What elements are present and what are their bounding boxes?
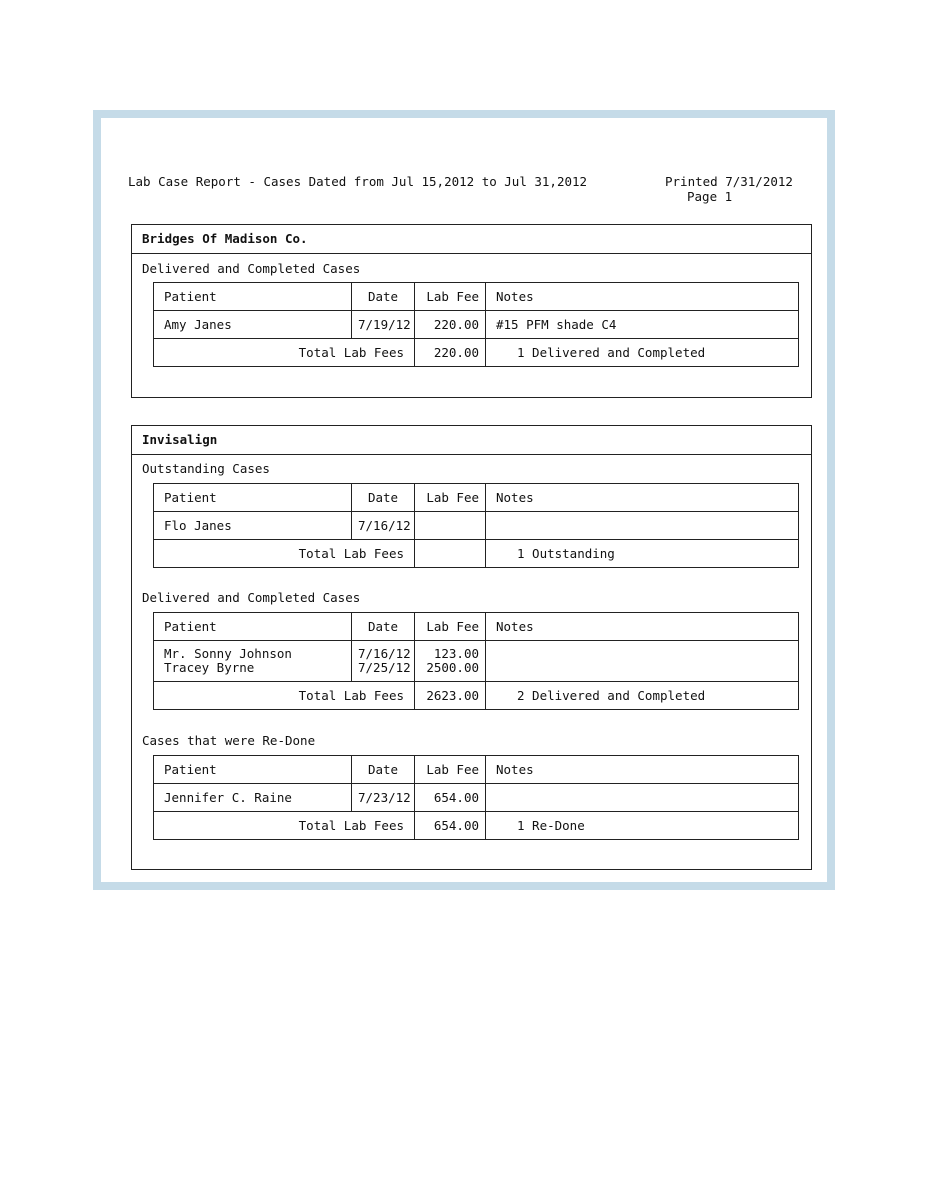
notes-cell (486, 784, 799, 812)
section-title: Delivered and Completed Cases (142, 590, 361, 605)
column-header-lab-fee: Lab Fee (415, 283, 486, 311)
cases-table (153, 612, 799, 710)
notes-cell (486, 641, 799, 682)
company-name: Invisalign (132, 426, 811, 455)
notes-cell (486, 512, 799, 540)
total-row (154, 812, 799, 840)
total-fee: 654.00 (415, 812, 486, 840)
total-fee (415, 540, 486, 568)
company-name: Bridges Of Madison Co. (132, 225, 811, 254)
column-header-patient: Patient (154, 484, 352, 512)
lab-fee-cell (415, 512, 486, 540)
total-label: Total Lab Fees (154, 540, 415, 568)
patient-name: Tracey Byrne (164, 660, 255, 675)
column-header-notes: Notes (486, 484, 799, 512)
page-number: Page 1 (687, 189, 733, 204)
date-cell: 7/23/12 (352, 784, 415, 812)
patient-cell: Flo Janes (154, 512, 352, 540)
notes-cell: #15 PFM shade C4 (486, 311, 799, 339)
case-date: 7/16/12 (358, 646, 411, 661)
printed-date: Printed 7/31/2012 (665, 174, 793, 189)
patient-cell: Amy Janes (154, 311, 352, 339)
total-label: Total Lab Fees (154, 812, 415, 840)
report-title: Lab Case Report - Cases Dated from Jul 15,2012 to Jul 31,2012 (128, 174, 588, 189)
section-title: Delivered and Completed Cases (142, 261, 361, 276)
lab-fee-value: 123.00 (433, 646, 479, 661)
column-header-notes: Notes (486, 756, 799, 784)
lab-fee-cell: 220.00 (415, 311, 486, 339)
patient-cell (154, 641, 352, 682)
total-note: 1 Re-Done (486, 812, 799, 840)
cases-table (153, 282, 799, 367)
total-note: 1 Delivered and Completed (486, 339, 799, 367)
column-header-date: Date (352, 756, 415, 784)
case-date: 7/25/12 (358, 660, 411, 675)
table-row (154, 784, 799, 812)
company-block (131, 224, 812, 398)
table-header-row (154, 283, 799, 311)
total-note: 1 Outstanding (486, 540, 799, 568)
total-row (154, 540, 799, 568)
column-header-notes: Notes (486, 613, 799, 641)
total-label: Total Lab Fees (154, 682, 415, 710)
column-header-date: Date (352, 283, 415, 311)
total-label: Total Lab Fees (154, 339, 415, 367)
column-header-notes: Notes (486, 283, 799, 311)
column-header-patient: Patient (154, 613, 352, 641)
table-row (154, 512, 799, 540)
total-row (154, 339, 799, 367)
table-row (154, 641, 799, 682)
table-header-row (154, 484, 799, 512)
column-header-lab-fee: Lab Fee (415, 756, 486, 784)
column-header-lab-fee: Lab Fee (415, 484, 486, 512)
lab-fee-value: 2500.00 (426, 660, 479, 675)
table-row (154, 311, 799, 339)
company-block (131, 425, 812, 870)
patient-cell: Jennifer C. Raine (154, 784, 352, 812)
date-cell: 7/16/12 (352, 512, 415, 540)
column-header-patient: Patient (154, 283, 352, 311)
column-header-date: Date (352, 613, 415, 641)
date-cell: 7/19/12 (352, 311, 415, 339)
cases-table (153, 755, 799, 840)
column-header-lab-fee: Lab Fee (415, 613, 486, 641)
lab-fee-cell (415, 641, 486, 682)
total-fee: 220.00 (415, 339, 486, 367)
total-row (154, 682, 799, 710)
column-header-date: Date (352, 484, 415, 512)
section-title: Cases that were Re-Done (142, 733, 316, 748)
column-header-patient: Patient (154, 756, 352, 784)
table-header-row (154, 613, 799, 641)
total-fee: 2623.00 (415, 682, 486, 710)
table-header-row (154, 756, 799, 784)
patient-name: Mr. Sonny Johnson (164, 646, 292, 661)
cases-table (153, 483, 799, 568)
section-title: Outstanding Cases (142, 461, 270, 476)
lab-fee-cell: 654.00 (415, 784, 486, 812)
date-cell (352, 641, 415, 682)
total-note: 2 Delivered and Completed (486, 682, 799, 710)
